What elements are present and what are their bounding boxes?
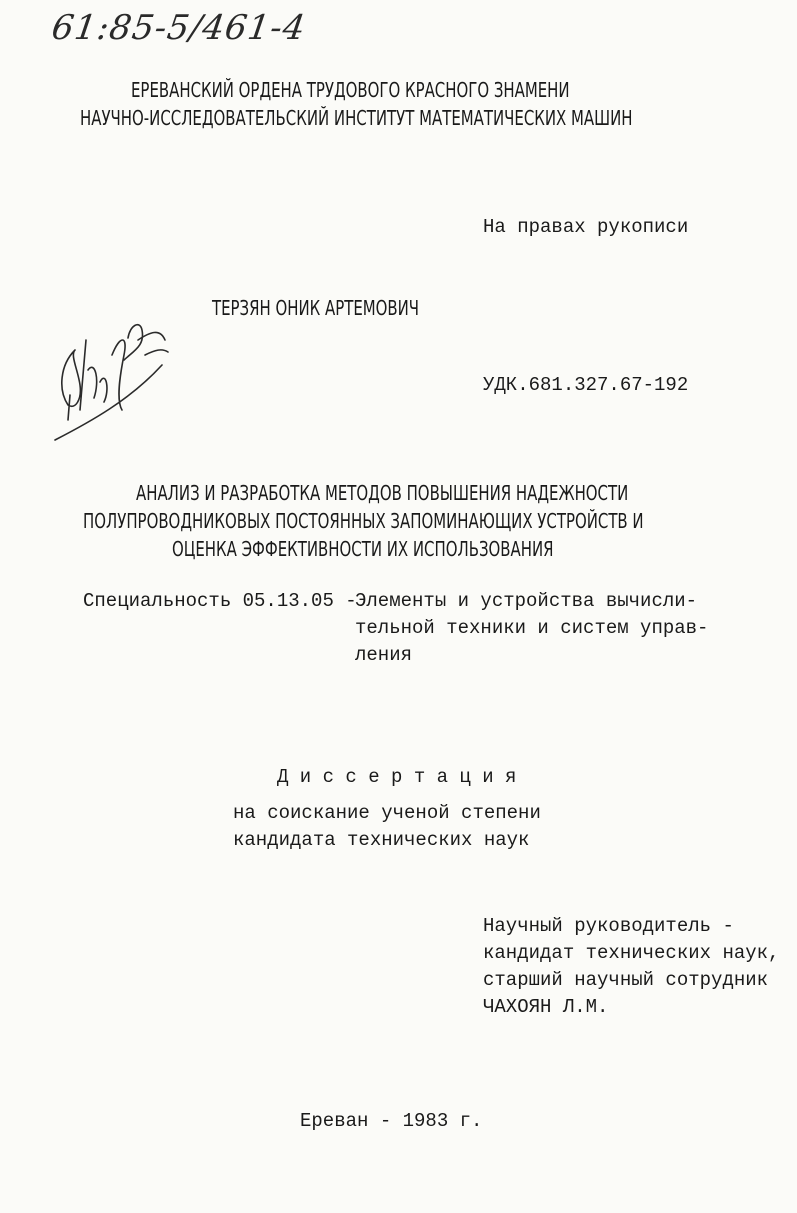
author-name: ТЕРЗЯН ОНИК АРТЕМОВИЧ xyxy=(212,296,420,320)
place-and-year: Ереван - 1983 г. xyxy=(300,1110,483,1132)
supervisor-line-2: кандидат технических наук, xyxy=(483,942,780,964)
archive-number: 61:85-5/461-4 xyxy=(49,8,309,48)
supervisor-name: ЧАХОЯН Л.М. xyxy=(483,996,609,1018)
signature xyxy=(50,310,180,445)
udc-code: УДК.681.327.67-192 xyxy=(483,374,689,396)
specialty-line-3: ления xyxy=(355,644,413,666)
title-line-2: ПОЛУПРОВОДНИКОВЫХ ПОСТОЯННЫХ ЗАПОМИНАЮЩИХ УСТРОЙСТВ И xyxy=(83,509,644,533)
supervisor-line-1: Научный руководитель - xyxy=(483,915,734,937)
specialty-label: Специальность 05.13.05 - xyxy=(83,590,357,612)
degree-line-1: на соискание ученой степени xyxy=(233,802,541,824)
document-type-heading: Д и с с е р т а ц и я xyxy=(277,766,517,788)
degree-line-2: кандидата технических наук xyxy=(233,829,530,851)
supervisor-line-3: старший научный сотрудник xyxy=(483,969,769,991)
title-line-1: АНАЛИЗ И РАЗРАБОТКА МЕТОДОВ ПОВЫШЕНИЯ НАДЕЖНОСТИ xyxy=(136,481,629,505)
manuscript-rights-note: На правах рукописи xyxy=(483,216,689,238)
institute-line-1: ЕРЕВАНСКИЙ ОРДЕНА ТРУДОВОГО КРАСНОГО ЗНАМЕНИ xyxy=(131,78,570,102)
title-line-3: ОЦЕНКА ЭФФЕКТИВНОСТИ ИХ ИСПОЛЬЗОВАНИЯ xyxy=(172,537,554,561)
institute-line-2: НАУЧНО-ИССЛЕДОВАТЕЛЬСКИЙ ИНСТИТУТ МАТЕМАТИЧЕСКИХ МАШИН xyxy=(80,106,633,130)
specialty-line-1: Элементы и устройства вычисли- xyxy=(355,590,698,612)
specialty-line-2: тельной техники и систем управ- xyxy=(355,617,709,639)
